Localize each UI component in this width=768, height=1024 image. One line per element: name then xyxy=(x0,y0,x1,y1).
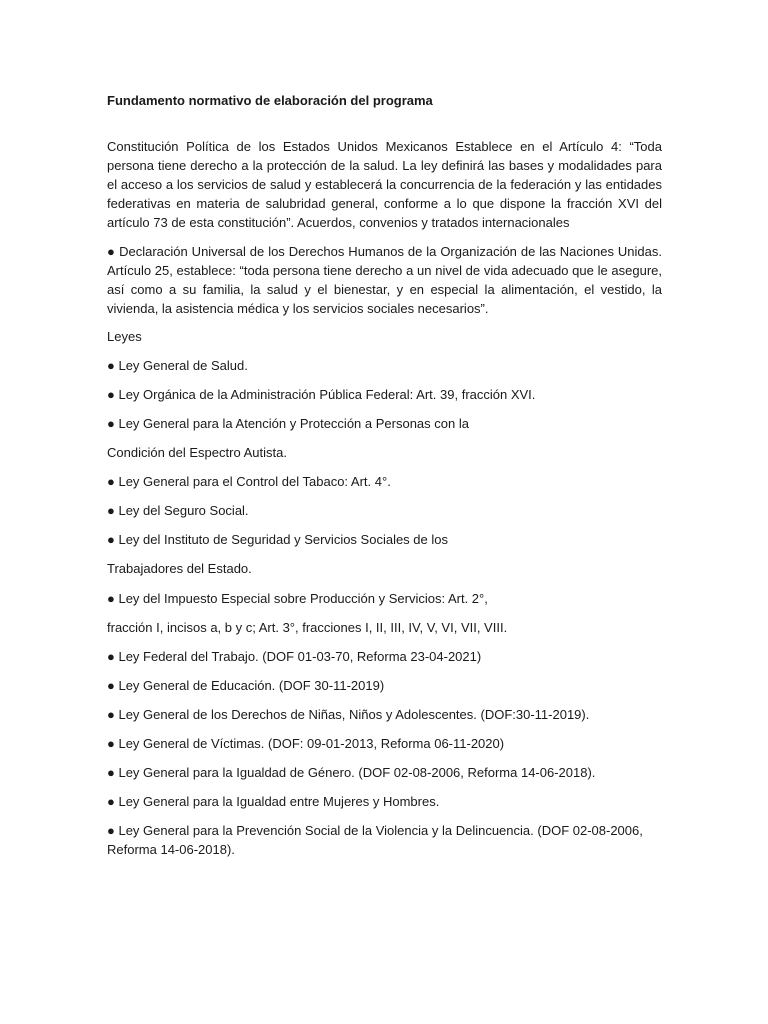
document-title: Fundamento normativo de elaboración del programa xyxy=(107,93,433,108)
leyes-heading: Leyes xyxy=(107,329,142,344)
law-item: ● Ley del Instituto de Seguridad y Servicios Sociales de los xyxy=(107,532,448,547)
law-item: ● Ley General de Educación. (DOF 30-11-2019) xyxy=(107,678,385,693)
law-item: ● Ley General para el Control del Tabaco: Art. 4°. xyxy=(107,474,391,489)
declaration-paragraph: ● Declaración Universal de los Derechos Humanos de la Organización de las Naciones Unidas. Artículo 25, establece: “toda persona tiene derecho a un nivel de vida adecuado que le asegure, así como a su familia, la salud y el bienestar, y en especial la alimentación, el vestido, la vivienda, la asistencia médica y los servicios sociales necesarios”. xyxy=(107,244,662,316)
law-item: ● Ley General de los Derechos de Niñas, Niños y Adolescentes. (DOF:30-11-2019). xyxy=(107,707,590,722)
law-item-continuation: Trabajadores del Estado. xyxy=(107,561,252,576)
law-item: ● Ley Orgánica de la Administración Pública Federal: Art. 39, fracción XVI. xyxy=(107,387,536,402)
law-item: ● Ley General para la Prevención Social de la Violencia y la Delincuencia. (DOF 02-08-2006, Reforma 14-06-2018). xyxy=(107,823,643,857)
law-item: ● Ley del Impuesto Especial sobre Producción y Servicios: Art. 2°, xyxy=(107,591,488,606)
constitution-paragraph: Constitución Política de los Estados Unidos Mexicanos Establece en el Artículo 4: “Toda persona tiene derecho a la protección de la salud. La ley definirá las bases y modalidades para el acceso a los servicios de salud y establecerá la concurrencia de la federación y las entidades federativas en materia de salubridad general, conforme a lo que dispone la fracción XVI del artículo 73 de esta constitución”. Acuerdos, convenios y tratados internacionales xyxy=(107,139,662,230)
law-item: ● Ley General para la Atención y Protección a Personas con la xyxy=(107,416,469,431)
law-item: ● Ley del Seguro Social. xyxy=(107,503,249,518)
law-item: ● Ley Federal del Trabajo. (DOF 01-03-70, Reforma 23-04-2021) xyxy=(107,649,482,664)
law-item: ● Ley General de Salud. xyxy=(107,358,248,373)
law-item-continuation: Condición del Espectro Autista. xyxy=(107,445,287,460)
law-item: ● Ley General para la Igualdad entre Mujeres y Hombres. xyxy=(107,794,440,809)
law-item-continuation: fracción I, incisos a, b y c; Art. 3°, fracciones I, II, III, IV, V, VI, VII, VIII. xyxy=(107,620,508,635)
law-item: ● Ley General de Víctimas. (DOF: 09-01-2013, Reforma 06-11-2020) xyxy=(107,736,505,751)
law-item: ● Ley General para la Igualdad de Género. (DOF 02-08-2006, Reforma 14-06-2018). xyxy=(107,765,596,780)
